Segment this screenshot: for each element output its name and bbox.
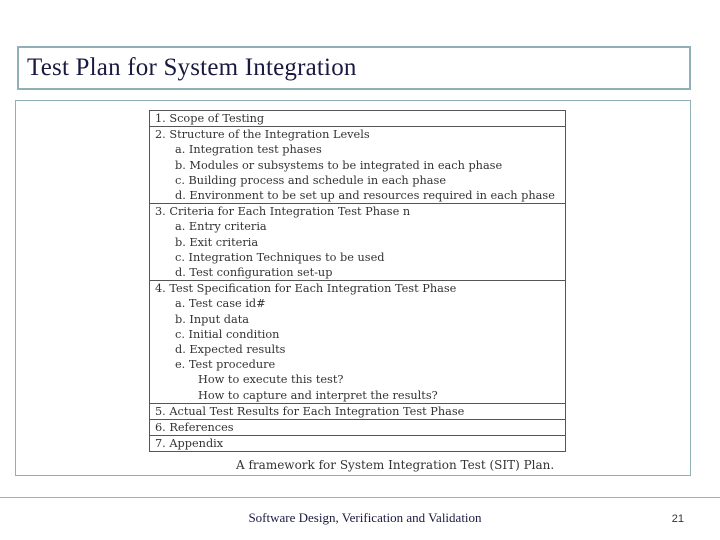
section-heading: 6. References: [155, 421, 234, 435]
list-item: d. Environment to be set up and resources required in each phase: [175, 189, 555, 203]
test-plan-table: [149, 110, 566, 452]
table-section-2: [149, 127, 566, 204]
table-section-4: [149, 281, 566, 404]
figure-caption: A framework for System Integration Test (SIT) Plan.: [236, 458, 555, 472]
list-item: c. Building process and schedule in each phase: [175, 173, 447, 187]
list-subitem: How to capture and interpret the results?: [198, 388, 438, 402]
slide-title-box: [17, 46, 691, 90]
list-item: a. Entry criteria: [175, 220, 267, 234]
section-heading: 7. Appendix: [155, 437, 224, 451]
table-section-1: [149, 110, 566, 127]
list-item: b. Input data: [175, 312, 250, 326]
list-item: b. Modules or subsystems to be integrated in each phase: [175, 158, 503, 172]
page-number: 21: [671, 513, 684, 525]
section-heading: 5. Actual Test Results for Each Integration Test Phase: [155, 404, 465, 418]
list-item: d. Expected results: [175, 343, 286, 357]
section-heading: 2. Structure of the Integration Levels: [155, 128, 370, 142]
table-section-3: [149, 204, 566, 281]
table-section-7: [149, 436, 566, 452]
list-item: b. Exit criteria: [175, 235, 259, 249]
footer-divider: [0, 497, 720, 498]
table-section-5: [149, 404, 566, 420]
section-heading: 1. Scope of Testing: [155, 112, 265, 125]
slide-title: Test Plan for System Integration: [27, 54, 357, 81]
section-heading: 3. Criteria for Each Integration Test Phase n: [155, 205, 411, 219]
section-heading: 4. Test Specification for Each Integration Test Phase: [155, 282, 457, 296]
list-item: a. Test case id#: [175, 297, 266, 311]
list-item: d. Test configuration set-up: [175, 266, 333, 280]
list-item: c. Integration Techniques to be used: [175, 250, 385, 264]
footer-course-title: Software Design, Verification and Validation: [248, 510, 482, 525]
list-item: a. Integration test phases: [175, 143, 322, 157]
table-section-6: [149, 420, 566, 436]
list-item: e. Test procedure: [175, 358, 276, 372]
list-item: c. Initial condition: [175, 327, 280, 341]
list-subitem: How to execute this test?: [198, 373, 344, 387]
